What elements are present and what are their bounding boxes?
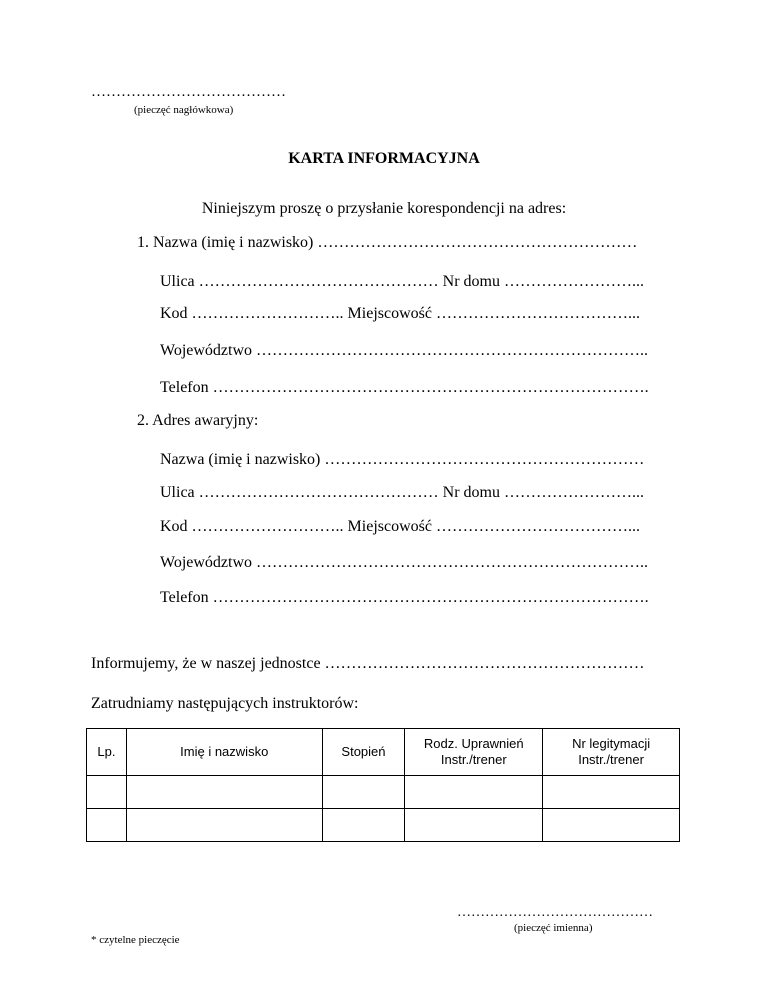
header-stamp-dots: …………………………………: [91, 84, 286, 100]
header-id-line1: Nr legitymacji: [572, 736, 651, 751]
section1-voivodeship-field: Województwo ………………………………………………………………..: [160, 342, 649, 359]
header-lp: [87, 729, 127, 776]
section2-voivodeship-field: Województwo ………………………………………………………………..: [160, 554, 649, 571]
table-cell[interactable]: [87, 776, 127, 809]
intro-text: Niniejszym proszę o przysłanie korespondencji na adres:: [201, 200, 567, 217]
table-cell[interactable]: [322, 776, 405, 809]
table-cell[interactable]: [405, 809, 543, 842]
section2-code-field: Kod ……………………….. Miejscowość ………………………………...: [160, 518, 640, 535]
header-rank-text: Stopień: [341, 744, 386, 759]
table-row: [87, 809, 680, 842]
table-cell[interactable]: [126, 776, 322, 809]
section1-name-field: 1. Nazwa (imię i nazwisko) ……………………………………………………: [137, 234, 638, 251]
section2-street-field: Ulica ……………………………………… Nr domu ……………………...: [160, 484, 644, 501]
signature-dots: ……………………………………: [457, 905, 653, 920]
instructors-table: [86, 728, 680, 842]
table-cell[interactable]: [126, 809, 322, 842]
header-name: [126, 729, 322, 776]
header-id-number: [543, 729, 680, 776]
table-cell[interactable]: [543, 776, 680, 809]
header-permissions-line1: Rodz. Uprawnień: [423, 736, 524, 751]
header-name-text: Imię i nazwisko: [180, 744, 269, 759]
table-cell[interactable]: [322, 809, 405, 842]
section1-street-field: Ulica ……………………………………… Nr domu ……………………...: [160, 273, 644, 290]
header-stamp-label: (pieczęć nagłówkowa): [134, 104, 234, 116]
employ-line: Zatrudniamy następujących instruktorów:: [91, 695, 359, 712]
header-id-line2: Instr./trener: [578, 752, 644, 767]
document-title: KARTA INFORMACYJNA: [288, 150, 480, 167]
table-cell[interactable]: [543, 809, 680, 842]
header-lp-text: Lp.: [97, 744, 116, 759]
footnote: * czytelne pieczęcie: [91, 934, 180, 946]
signature-label: (pieczęć imienna): [514, 922, 593, 934]
section1-phone-field: Telefon ……………………………………………………………………….: [160, 379, 649, 396]
header-permissions: [405, 729, 543, 776]
section1-code-field: Kod ……………………….. Miejscowość ………………………………...: [160, 305, 640, 322]
section2-heading: 2. Adres awaryjny:: [137, 412, 259, 429]
inform-line: Informujemy, że w naszej jednostce ……………………………………………………: [91, 655, 645, 672]
header-rank: [322, 729, 405, 776]
header-permissions-line2: Instr./trener: [440, 752, 507, 767]
section2-phone-field: Telefon ……………………………………………………………………….: [160, 589, 649, 606]
section2-name-field: Nazwa (imię i nazwisko) ……………………………………………………: [160, 451, 645, 468]
table-cell[interactable]: [405, 776, 543, 809]
table-row: [87, 776, 680, 809]
table-header-row: [87, 729, 680, 776]
table-cell[interactable]: [87, 809, 127, 842]
